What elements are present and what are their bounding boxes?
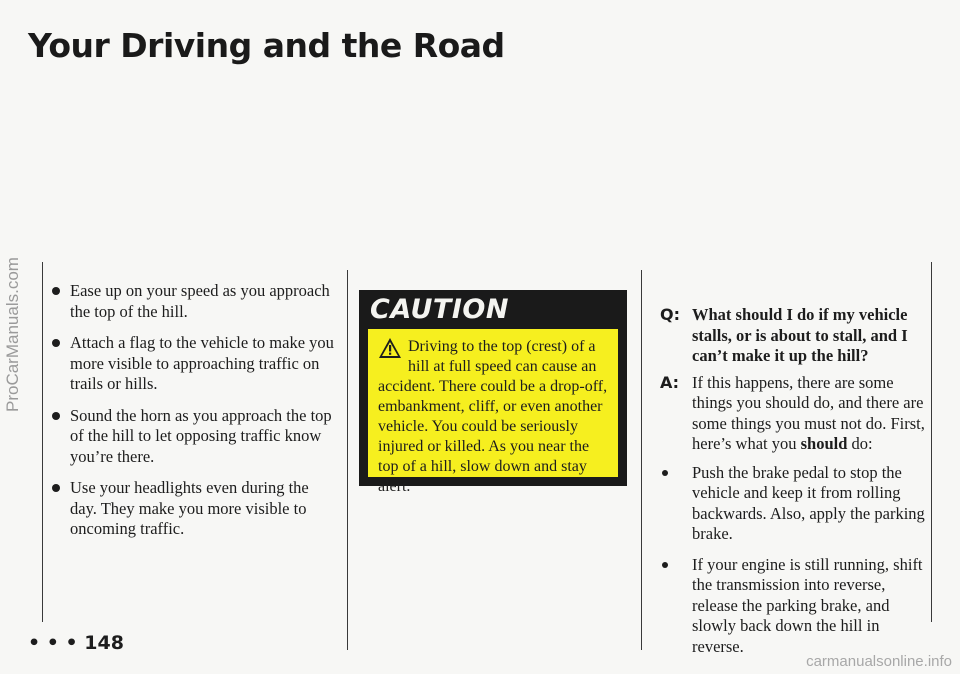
list-item: Attach a flag to the vehicle to make you more visible to approaching traffic on trails or hills. [48, 333, 338, 395]
side-watermark: ProCarManuals.com [3, 257, 22, 413]
answer-mark: A: [660, 372, 680, 392]
left-column [48, 281, 338, 551]
caution-body [368, 329, 618, 495]
column-rule-middle-left [347, 270, 348, 650]
list-item: Push the brake pedal to stop the vehicle and keep it from rolling backwards. Also, apply the parking brake. [660, 463, 928, 545]
bullet-icon [52, 412, 60, 420]
caution-box [359, 290, 627, 495]
answer-emphasis: should [800, 434, 848, 453]
caution-label: CAUTION [370, 294, 509, 325]
list-item: If your engine is still running, shift the transmission into reverse, release the parking brake, and slowly back down the hill in reverse. [660, 555, 928, 658]
page-number [28, 632, 124, 654]
list-item: Ease up on your speed as you approach the top of the hill. [48, 281, 338, 322]
answer-text-end: do: [847, 434, 873, 453]
right-column [660, 305, 928, 667]
bullet-icon [662, 562, 668, 568]
bottom-watermark: carmanualsonline.info [806, 653, 952, 670]
column-rule-left [42, 262, 43, 622]
answer-text-start: If this happens, there are some things you should do, and there are some things you must not do. First, here’s what you [692, 372, 925, 453]
bullet-list [48, 281, 338, 540]
answer-bullet-list [660, 463, 928, 658]
question [660, 305, 928, 367]
column-rule-middle-right [641, 270, 642, 650]
bullet-icon [662, 470, 668, 476]
question-mark: Q: [660, 305, 680, 324]
bullet-icon [52, 287, 60, 295]
caution-text: Driving to the top (crest) of a hill at full speed can cause an accident. There could be a drop-off, embankment, cliff, or even another vehicle. You could be seriously injured or killed. As you near the top of a hill, slow down and stay alert. [378, 338, 608, 495]
list-item: Use your headlights even during the day. They make you more visible to oncoming traffic. [48, 478, 338, 540]
warning-triangle-icon [378, 337, 402, 359]
page-title: Your Driving and the Road [28, 26, 505, 65]
page-number-dots: • • • [28, 632, 78, 654]
answer [660, 373, 928, 455]
question-text: What should I do if my vehicle stalls, or is about to stall, and I can’t make it up the hill? [692, 305, 908, 365]
list-item: Sound the horn as you approach the top of the hill to let opposing traffic know you’re there. [48, 406, 338, 468]
bullet-icon [52, 484, 60, 492]
page-number-value: 148 [84, 632, 124, 654]
column-rule-right [931, 262, 932, 622]
bullet-icon [52, 339, 60, 347]
